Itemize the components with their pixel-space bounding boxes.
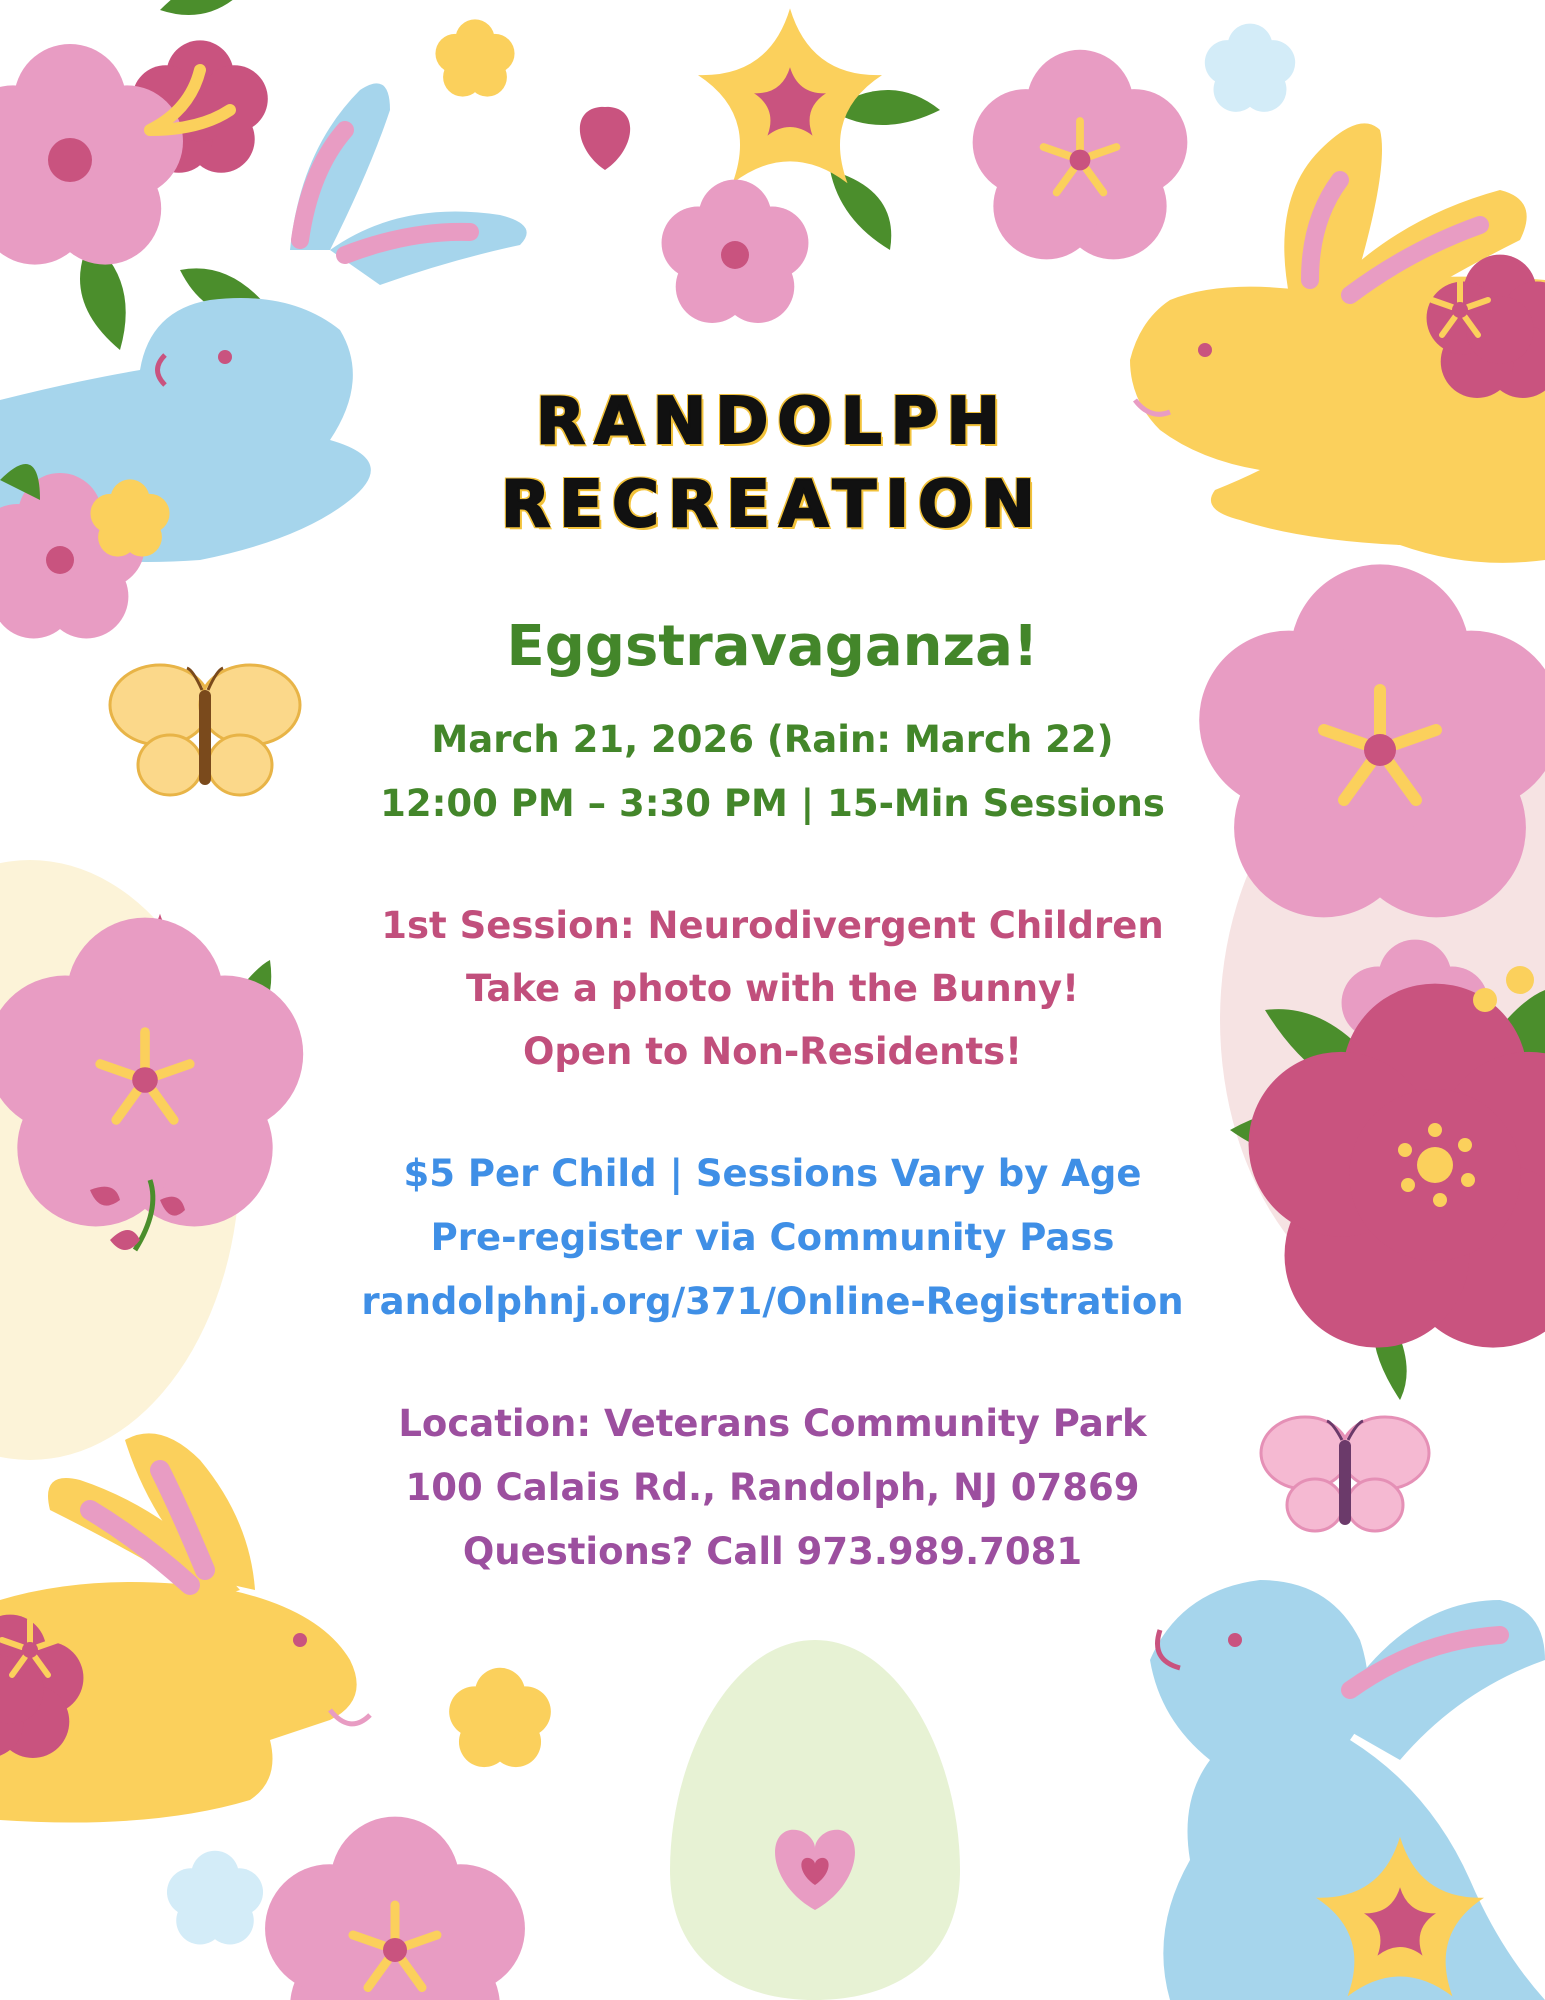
highlight-photo: Take a photo with the Bunny! — [465, 967, 1080, 1010]
registration-method: Pre-register via Community Pass — [430, 1216, 1115, 1259]
highlight-session: 1st Session: Neurodivergent Children — [381, 904, 1164, 947]
registration-price: $5 Per Child | Sessions Vary by Age — [403, 1152, 1142, 1195]
brand-line-2: RECREATION — [501, 468, 1044, 542]
event-title: Eggstravaganza! — [506, 614, 1039, 679]
highlight-non-residents: Open to Non-Residents! — [522, 1030, 1023, 1073]
contact-phone[interactable]: Questions? Call 973.989.7081 — [462, 1530, 1083, 1573]
brand-line-1: RANDOLPH — [535, 385, 1010, 459]
flower-cluster-top-left — [0, 0, 270, 350]
easter-egg-bottom — [670, 1640, 960, 2000]
location-address: 100 Calais Rd., Randolph, NJ 07869 — [405, 1466, 1140, 1509]
event-date: March 21, 2026 (Rain: March 22) — [431, 718, 1114, 761]
registration-link[interactable]: randolphnj.org/371/Online-Registration — [361, 1280, 1184, 1323]
event-time: 12:00 PM – 3:30 PM | 15-Min Sessions — [380, 782, 1165, 825]
location-name: Location: Veterans Community Park — [398, 1402, 1147, 1445]
